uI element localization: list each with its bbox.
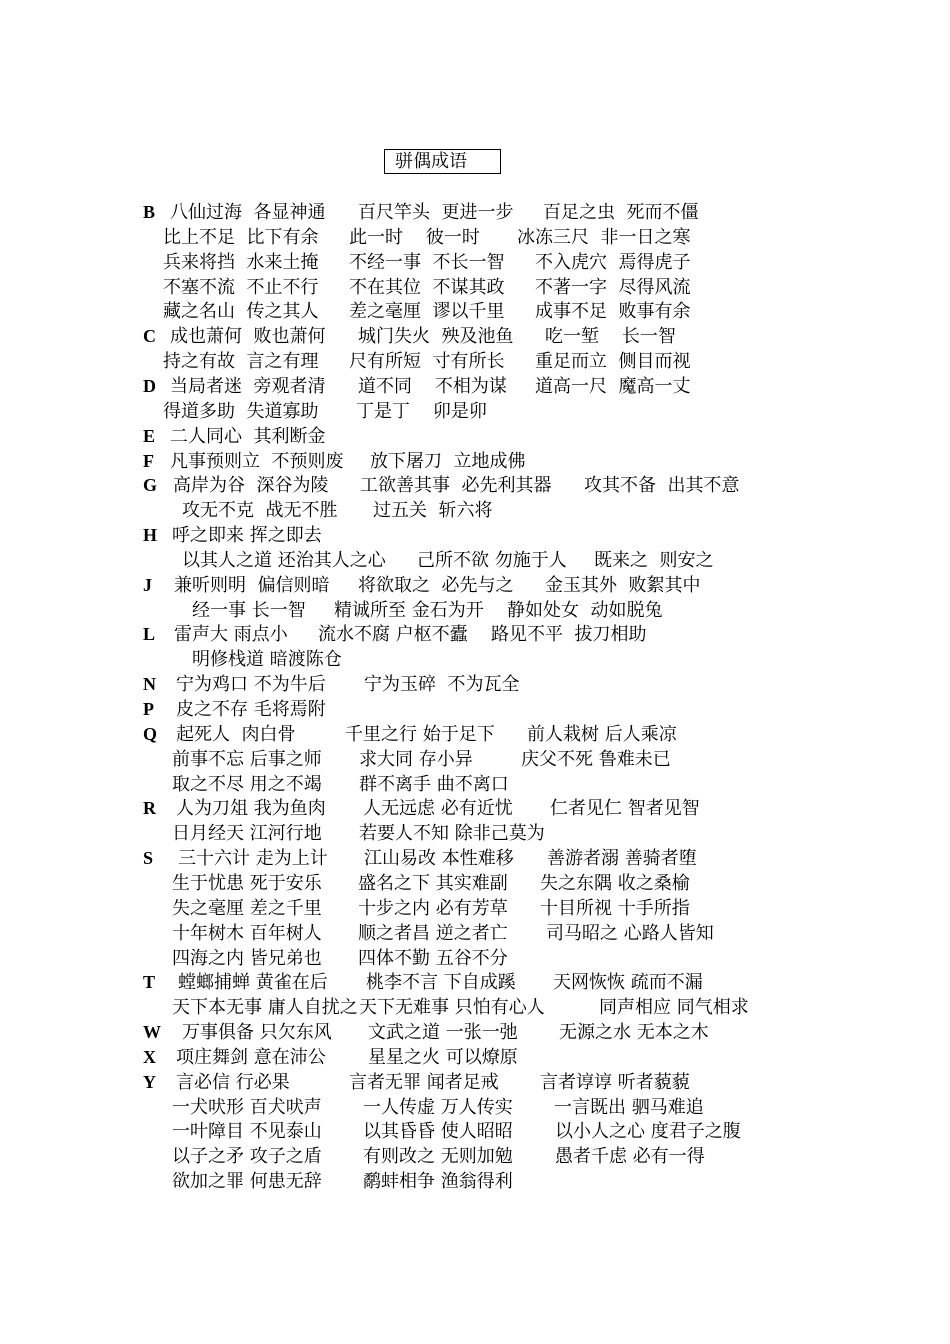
idiom-pair: 言者无罪 闻者足戒	[349, 1072, 499, 1093]
idiom-line	[0, 672, 950, 697]
idiom-line	[0, 995, 950, 1020]
section-letter: B	[143, 202, 156, 222]
idiom-pair: 冰冻三尺 非一日之寒	[517, 227, 691, 248]
idiom-pair: 天网恢恢 疏而不漏	[553, 972, 703, 993]
idiom-line	[0, 772, 950, 797]
section-letter: N	[143, 674, 156, 694]
idiom-pair: 路见不平 拔刀相助	[491, 624, 647, 645]
idiom-pair: 前事不忘 后事之师	[172, 749, 322, 770]
idiom-pair: 盛名之下 其实难副	[358, 873, 508, 894]
idiom-pair: 既来之 则安之	[594, 550, 714, 571]
idiom-pair: 生于忧患 死于安乐	[172, 873, 322, 894]
idiom-line	[0, 225, 950, 250]
idiom-pair: 当局者迷 旁观者清	[170, 376, 326, 397]
idiom-pair: 愚者千虑 必有一得	[555, 1146, 705, 1167]
idiom-pair: 藏之名山 传之其人	[163, 301, 319, 322]
idiom-pair: 得道多助 失道寡助	[163, 401, 319, 422]
idiom-pair: 若要人不知 除非己莫为	[359, 823, 545, 844]
idiom-line	[0, 896, 950, 921]
idiom-pair: 失之毫厘 差之千里	[172, 898, 322, 919]
idiom-line	[0, 1070, 950, 1095]
idiom-line	[0, 622, 950, 647]
idiom-pair: 比上不足 比下有余	[163, 227, 319, 248]
idiom-pair: 鹬蚌相争 渔翁得利	[363, 1171, 513, 1192]
idiom-pair: 将欲取之 必先与之	[358, 575, 514, 596]
idiom-pair: 庆父不死 鲁难未已	[521, 749, 671, 770]
idiom-line	[0, 299, 950, 324]
idiom-pair: 仁者见仁 智者见智	[550, 798, 700, 819]
section-letter: E	[143, 426, 156, 446]
idiom-line	[0, 473, 950, 498]
idiom-pair: 以其人之道 还治其人之心	[182, 550, 386, 571]
idiom-pair: 丁是丁 卯是卯	[356, 401, 487, 422]
idiom-line	[0, 349, 950, 374]
idiom-pair: 成事不足 败事有余	[535, 301, 691, 322]
idiom-pair: 十目所视 十手所指	[540, 898, 690, 919]
idiom-pair: 皮之不存 毛将焉附	[176, 699, 326, 720]
idiom-line	[0, 647, 950, 672]
idiom-pair: 有则改之 无则加勉	[363, 1146, 513, 1167]
idiom-line	[0, 697, 950, 722]
idiom-pair: 言必信 行必果	[176, 1072, 290, 1093]
idiom-pair: 金玉其外 败絮其中	[545, 575, 701, 596]
idiom-pair: 无源之水 无本之木	[559, 1022, 709, 1043]
idiom-pair: 项庄舞剑 意在沛公	[176, 1047, 326, 1068]
idiom-pair: 一言既出 驷马难追	[554, 1097, 704, 1118]
idiom-pair: 一犬吠形 百犬吠声	[172, 1097, 322, 1118]
idiom-line	[0, 598, 950, 623]
idiom-pair: 己所不欲 勿施于人	[417, 550, 567, 571]
section-letter: F	[143, 451, 154, 471]
idiom-pair: 兼听则明 偏信则暗	[174, 575, 330, 596]
idiom-line	[0, 200, 950, 225]
idiom-pair: 攻无不克 战无不胜	[182, 500, 338, 521]
idiom-pair: 群不离手 曲不离口	[359, 774, 509, 795]
idiom-pair: 流水不腐 户枢不蠹	[318, 624, 468, 645]
idiom-line	[0, 374, 950, 399]
idiom-pair: 以小人之心 度君子之腹	[555, 1121, 741, 1142]
idiom-pair: 以子之矛 攻子之盾	[172, 1146, 322, 1167]
idiom-pair: 四体不勤 五谷不分	[358, 948, 508, 969]
section-letter: C	[143, 326, 156, 346]
idiom-line	[0, 1095, 950, 1120]
idiom-line	[0, 424, 950, 449]
section-letter: Q	[143, 724, 158, 744]
idiom-pair: 道不同 不相为谋	[358, 376, 507, 397]
idiom-pair: 经一事 长一智	[192, 600, 306, 621]
idiom-line	[0, 921, 950, 946]
idiom-pair: 螳螂捕蝉 黄雀在后	[178, 972, 328, 993]
idiom-line	[0, 821, 950, 846]
idiom-line	[0, 747, 950, 772]
idiom-line	[0, 722, 950, 747]
idiom-pair: 攻其不备 出其不意	[584, 475, 740, 496]
idiom-line	[0, 498, 950, 523]
idiom-pair: 起死人 肉白骨	[176, 724, 296, 745]
idiom-pair: 呼之即来 挥之即去	[172, 525, 322, 546]
idiom-line	[0, 275, 950, 300]
idiom-line	[0, 548, 950, 573]
idiom-pair: 言者谆谆 听者藐藐	[540, 1072, 690, 1093]
idiom-pair: 四海之内 皆兄弟也	[172, 948, 322, 969]
idiom-pair: 成也萧何 败也萧何	[170, 326, 326, 347]
idiom-pair: 尺有所短 寸有所长	[349, 351, 505, 372]
idiom-pair: 百尺竿头 更进一步	[358, 202, 514, 223]
idiom-pair: 一人传虚 万人传实	[363, 1097, 513, 1118]
idiom-pair: 司马昭之 心路人皆知	[546, 923, 714, 944]
section-letter: S	[143, 848, 154, 868]
idiom-pair: 十步之内 必有芳草	[358, 898, 508, 919]
idiom-pair: 天下无难事 只怕有心人	[359, 997, 545, 1018]
idiom-pair: 江山易改 本性难移	[364, 848, 514, 869]
idiom-pair: 十年树木 百年树人	[172, 923, 322, 944]
idiom-pair: 取之不尽 用之不竭	[172, 774, 322, 795]
idiom-line	[0, 399, 950, 424]
idiom-line	[0, 1119, 950, 1144]
idiom-pair: 过五关 斩六将	[373, 500, 493, 521]
idiom-pair: 静如处女 动如脱兔	[507, 600, 663, 621]
idiom-pair: 明修栈道 暗渡陈仓	[192, 649, 342, 670]
idiom-pair: 不塞不流 不止不行	[163, 277, 319, 298]
idiom-pair: 放下屠刀 立地成佛	[370, 451, 526, 472]
idiom-pair: 宁为玉碎 不为瓦全	[364, 674, 520, 695]
idiom-line	[0, 846, 950, 871]
idiom-line	[0, 946, 950, 971]
idiom-pair: 前人栽树 后人乘凉	[527, 724, 677, 745]
idiom-pair: 雷声大 雨点小	[174, 624, 288, 645]
idiom-pair: 此一时 彼一时	[349, 227, 480, 248]
idiom-pair: 重足而立 侧目而视	[535, 351, 691, 372]
idiom-pair: 求大同 存小异	[359, 749, 473, 770]
idiom-pair: 宁为鸡口 不为牛后	[176, 674, 326, 695]
idiom-pair: 桃李不言 下自成蹊	[366, 972, 516, 993]
idiom-pair: 工欲善其事 必先利其器	[360, 475, 552, 496]
idiom-line	[0, 324, 950, 349]
section-letter: D	[143, 376, 156, 396]
idiom-pair: 以其昏昏 使人昭昭	[363, 1121, 513, 1142]
idiom-line	[0, 1169, 950, 1194]
idiom-pair: 不经一事 不长一智	[349, 252, 505, 273]
section-letter: X	[143, 1047, 156, 1067]
idiom-line	[0, 449, 950, 474]
idiom-line	[0, 523, 950, 548]
idiom-pair: 精诚所至 金石为开	[334, 600, 484, 621]
section-letter: W	[143, 1022, 161, 1042]
idiom-pair: 百足之虫 死而不僵	[543, 202, 699, 223]
idiom-pair: 人无远虑 必有近忧	[363, 798, 513, 819]
idiom-pair: 高岸为谷 深谷为陵	[173, 475, 329, 496]
idiom-pair: 道高一尺 魔高一丈	[535, 376, 691, 397]
section-letter: L	[143, 624, 156, 644]
section-letter: J	[143, 575, 152, 595]
idiom-pair: 不著一字 尽得风流	[535, 277, 691, 298]
idiom-pair: 差之毫厘 谬以千里	[349, 301, 505, 322]
idiom-pair: 不入虎穴 焉得虎子	[535, 252, 691, 273]
idiom-pair: 万事俱备 只欠东风	[182, 1022, 332, 1043]
section-letter: T	[143, 972, 156, 992]
idiom-line	[0, 796, 950, 821]
idiom-pair: 八仙过海 各显神通	[170, 202, 326, 223]
idiom-line	[0, 1045, 950, 1070]
idiom-pair: 城门失火 殃及池鱼	[358, 326, 514, 347]
idiom-line	[0, 250, 950, 275]
section-letter: P	[143, 699, 154, 719]
idiom-line	[0, 1144, 950, 1169]
page-title: 骈偶成语	[384, 149, 501, 174]
idiom-line	[0, 573, 950, 598]
idiom-pair: 千里之行 始于足下	[345, 724, 495, 745]
idiom-pair: 不在其位 不谋其政	[349, 277, 505, 298]
idiom-pair: 日月经天 江河行地	[172, 823, 322, 844]
section-letter: G	[143, 475, 158, 495]
section-letter: Y	[143, 1072, 156, 1092]
idiom-pair: 文武之道 一张一弛	[368, 1022, 518, 1043]
idiom-pair: 欲加之罪 何患无辞	[172, 1171, 322, 1192]
idiom-pair: 顺之者昌 逆之者亡	[358, 923, 508, 944]
idiom-pair: 二人同心 其利断金	[170, 426, 326, 447]
idiom-pair: 人为刀俎 我为鱼肉	[176, 798, 326, 819]
section-letter: R	[143, 798, 156, 818]
idiom-pair: 三十六计 走为上计	[178, 848, 328, 869]
idiom-pair: 星星之火 可以燎原	[368, 1047, 518, 1068]
idiom-pair: 兵来将挡 水来土掩	[163, 252, 319, 273]
idiom-line	[0, 970, 950, 995]
idiom-pair: 凡事预则立 不预则废	[170, 451, 344, 472]
idiom-line	[0, 1020, 950, 1045]
idiom-pair: 善游者溺 善骑者堕	[547, 848, 697, 869]
idiom-pair: 一叶障目 不见泰山	[172, 1121, 322, 1142]
section-letter: H	[143, 525, 158, 545]
idiom-pair: 吃一堑 长一智	[545, 326, 676, 347]
idiom-pair: 持之有故 言之有理	[163, 351, 319, 372]
idiom-pair: 同声相应 同气相求	[599, 997, 749, 1018]
idiom-pair: 天下本无事 庸人自扰之	[172, 997, 358, 1018]
idiom-line	[0, 871, 950, 896]
idiom-pair: 失之东隅 收之桑榆	[540, 873, 690, 894]
